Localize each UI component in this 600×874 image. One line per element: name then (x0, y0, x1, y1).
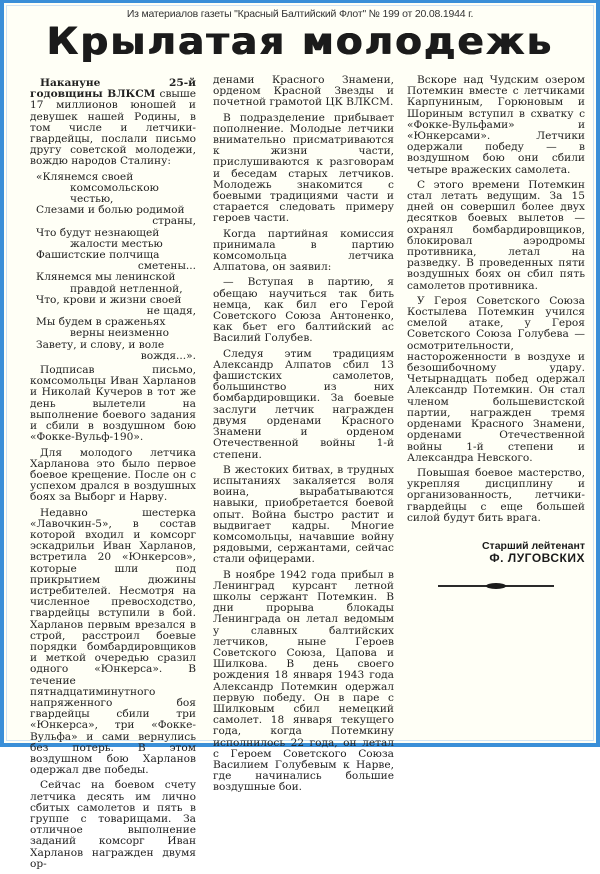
poem-line: Фашистские полчища (36, 249, 160, 262)
paragraph: — Вступая в партию, я обещаю научиться так бить немца, как бил его Герой Советского Союза Антоненко, как бьет его балтийский ас Василий Голубев. (213, 276, 394, 345)
poem-line: вождя...». (140, 349, 196, 362)
article-column-1 (30, 78, 196, 874)
paragraph: Вскоре над Чудским озером Потемкин вместе с летчиками Карпуниным, Горюновым и Шориным вступил в схватку с «Фокке-Вульфами» и «Юнкерсами». Летчики одержали победу — в воздушном бою они сбили четыре вражеских самолета. (407, 74, 585, 176)
paragraph: Недавно шестерка «Лавочкин-5», в состав которой входил и комсорг эскадрильи Иван Харланов, встретила 20 «Юнкерсов», которые шли под прикрытием дюжины истребителей. Несмотря на численное превосходство, гвардейцы вступили в бой. Харланов первым врезался в строй, расстроил боевые порядки бомбардировщиков и меткой очередью сразил одного «Юнкерса». В течение пятнадцатиминутного напряженного боя гвардейцы сбили три «Юнкерса», три «Фокке-Вульфа» и сами вернулись без потерь. В этом воздушном бою Харланов одержал две победы. (30, 506, 196, 777)
poem-line: сметены... (137, 260, 196, 273)
poem-line: Клянемся мы ленинской (36, 271, 176, 284)
poem-line: Мы будем в сраженьях (36, 316, 166, 329)
author-rank: Старший лейтенант (481, 540, 585, 552)
poem-line: правдой нетленной, (70, 282, 183, 295)
poem-line: верны неизменно (70, 327, 170, 340)
poem-line: Завету, и слову, и воле (36, 338, 165, 351)
poem-line: Что будут незнающей (36, 226, 160, 239)
paragraph: денами Красного Знамени, орденом Красной Звезды и почетной грамотой ЦК ВЛКСМ. (213, 74, 394, 109)
lead-in: Накануне 25-й годовщины ВЛКСМ (30, 77, 196, 101)
article-headline: Крылатая молодежь (46, 20, 554, 63)
article-column-2 (213, 75, 394, 798)
paragraph: Когда партийная комиссия принимала в партию комсомольца летчика Алпатова, он заявил: (213, 227, 394, 274)
paragraph: В ноябре 1942 года прибыл в Ленинград курсант летной школы сержант Потемкин. В дни прорыва блокады Ленинграда он летал ведомым у славных балтийских летчиков, ныне Героев Советского Союза, Цапова и Шилкова. В день своего рождения 18 января 1943 года Александр Потемкин одержал первую победу. Он в паре с Шилковым сбил немецкий самолет. 18 января текущего года, когда Потемкину исполнилось 22 года, он летал с Героем Советского Союза Василием Голубевым к Нарве, где начинались большие воздушные бои. (213, 568, 394, 794)
paragraph: В жестоких битвах, в трудных испытаниях закаляется воля воина, вырабатываются навыки, приобретается боевой опыт. Война быстро растит и выдвигает кадры. Многие комсомольцы, начавшие войну рядовыми, сержантами, сейчас стали офицерами. (213, 463, 394, 566)
article-column-3 (407, 75, 585, 528)
paragraph: В подразделение прибывает пополнение. Молодые летчики внимательно присматриваются к жизни части, прислушиваются к разговорам и беседам старых летчиков. Молодежь знакомится с боевыми традициями части и старается следовать примеру героев части. (213, 111, 394, 225)
paragraph: Повышая боевое мастерство, укрепляя дисциплину и организованность, летчики-гвардейцы с еще большей силой будут бить врага. (407, 466, 585, 524)
source-caption: Из материалов газеты "Красный Балтийский Флот" № 199 от 20.08.1944 г. (126, 8, 474, 20)
poem-line: жалости местью (70, 237, 163, 250)
paragraph: Накануне 25-й годовщины ВЛКСМ свыше 17 миллионов юношей и девушек нашей Родины, в том числе и летчики-гвардейцы, послали письмо другу советской молодежи, вождю народов Сталину: (30, 77, 196, 168)
paragraph: Для молодого летчика Харланова это было первое боевое крещение. После он с успехом дрался в воздушных боях за Выборг и Нарву. (30, 446, 196, 504)
poem-line: комсомольскою честью, (70, 181, 159, 206)
author-signature (407, 540, 585, 565)
paragraph: У Героя Советского Союза Костылева Потемкин учился смелой атаке, у Героя Советского Союза Голубева — осмотрительности, настороженности в воздухе и безошибочному удару. Четырнадцать побед одержал Александр Потемкин. Он стал членом большевистской партии, награжден тремя орденами Красного Знамени, орденами Отечественной войны 1-й степени и Александра Невского. (407, 294, 585, 464)
poem-line: страны, (152, 215, 196, 228)
paragraph: С этого времени Потемкин стал летать ведущим. За 15 дней он совершил более двух десятков боевых вылетов — охранял бомбардировщиков, блокировал аэродромы противника, летал на разведку. В проведенных пяти воздушных боях он сбил пять самолетов противника. (407, 178, 585, 292)
paragraph: Следуя этим традициям Александр Алпатов сбил 13 фашистских самолетов, большинство из них бомбардировщики. За боевые заслуги летчик награжден двумя орденами Красного Знамени и орденом Отечественной войны 1-й степени. (213, 347, 394, 461)
paragraph: Сейчас на боевом счету летчика десять им лично сбитых самолетов и пять в группе с товарищами. За отличное выполнение заданий комсорг Иван Харланов награжден двумя ор- (30, 779, 196, 870)
poem-line: «Клянемся своей (36, 170, 134, 183)
end-rule-divider (438, 585, 554, 587)
poem-line: Что, крови и жизни своей (36, 293, 182, 306)
author-name: Ф. ЛУГОВСКИХ (489, 551, 585, 565)
oath-poem (30, 172, 196, 362)
poem-line: Слезами и болью родимой (36, 204, 185, 217)
poem-line: не щадя, (146, 305, 196, 318)
paragraph: Подписав письмо, комсомольцы Иван Харланов и Николай Кучеров в тот же день вылетели на выполнение боевого задания и сбили в воздушном бою «Фокке-Вульф-190». (30, 364, 196, 444)
